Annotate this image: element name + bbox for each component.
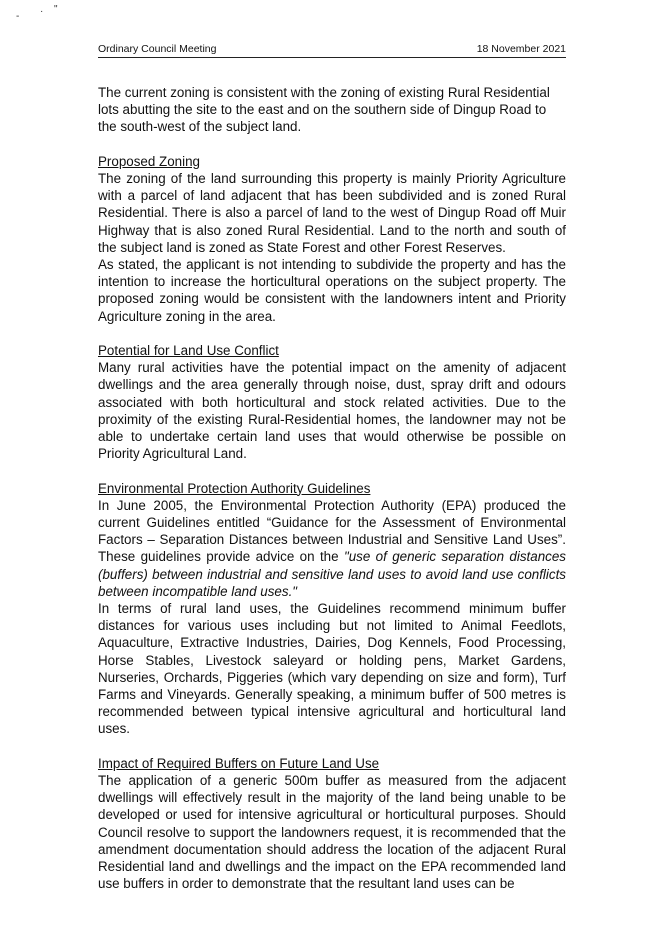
section-land-use-conflict — [98, 342, 566, 462]
scan-artifact: - — [16, 11, 20, 22]
quoted-text: "use of generic separation distances (buffers) between industrial and sensitive land uses to avoid land use conflicts between incompatible land uses." — [98, 549, 566, 599]
paragraph: The zoning of the land surrounding this property is mainly Priority Agriculture with a parcel of land adjacent that has been subdivided and is zoned Rural Residential. There is also a parcel of land to the west of Dingup Road off Muir Highway that is also zoned Rural Residential. Land to the north and south of the subject land is zoned as State Forest and other Forest Reserves. — [98, 171, 566, 255]
paragraph: The application of a generic 500m buffer as measured from the adjacent dwellings will effectively result in the majority of the land being unable to be developed or used for intensive agricultural or horticultural purposes. Should Council resolve to support the landowners request, it is recommended that the amendment documentation should address the location of the adjacent Rural Residential land and dwellings and the impact on the EPA recommended land use buffers in order to demonstrate that the resultant land uses can be — [98, 773, 566, 892]
intro-paragraph: The current zoning is consistent with the zoning of existing Rural Residential lots abutting the site to the east and on the southern side of Dingup Road to the south-west of the subject land. — [98, 85, 550, 135]
paragraph — [98, 497, 566, 600]
section-buffers-impact — [98, 755, 566, 893]
scan-artifact: · — [40, 6, 44, 17]
paragraph-text: In June 2005, the Environmental Protection Authority (EPA) produced the current Guidelines entitled “Guidance for the Assessment of Environmental Factors – Separation Distances between Industrial and Sensitive Land Uses”. These guidelines provide advice on the — [98, 497, 566, 565]
paragraph: In terms of rural land uses, the Guidelines recommend minimum buffer distances for various uses including but not limited to Animal Feedlots, Aquaculture, Extractive Industries, Dairies, Dog Kennels, Food Processing, Horse Stables, Livestock saleyard or holding pens, Market Gardens, Nurseries, Orchards, Piggeries (which vary depending on size and form), Turf Farms and Vineyards. Generally speaking, a minimum buffer of 500 metres is recommended between typical intensive agricultural and horticultural land uses. — [98, 601, 566, 737]
paragraph: Many rural activities have the potential impact on the amenity of adjacent dwellings and the area generally through noise, dust, spray drift and odours associated with both horticultural and stock related activities. Due to the proximity of the existing Rural-Residential homes, the landowner may not be able to undertake certain land uses that would otherwise be possible on Priority Agricultural Land. — [98, 360, 566, 462]
scan-artifact: " — [54, 4, 58, 15]
document-body — [98, 84, 566, 892]
meeting-title: Ordinary Council Meeting — [98, 43, 217, 55]
section-proposed-zoning — [98, 153, 566, 325]
page-header — [98, 43, 566, 58]
section-heading: Potential for Land Use Conflict — [98, 343, 279, 359]
section-heading: Environmental Protection Authority Guidelines — [98, 480, 371, 496]
section-epa-guidelines — [98, 480, 566, 738]
meeting-date: 18 November 2021 — [476, 43, 566, 55]
section-heading: Impact of Required Buffers on Future Land Use — [98, 755, 380, 771]
paragraph: As stated, the applicant is not intending to subdivide the property and has the intention to increase the horticultural operations on the subject property. The proposed zoning would be consistent with the landowners intent and Priority Agriculture zoning in the area. — [98, 257, 566, 324]
section-heading: Proposed Zoning — [98, 153, 200, 169]
